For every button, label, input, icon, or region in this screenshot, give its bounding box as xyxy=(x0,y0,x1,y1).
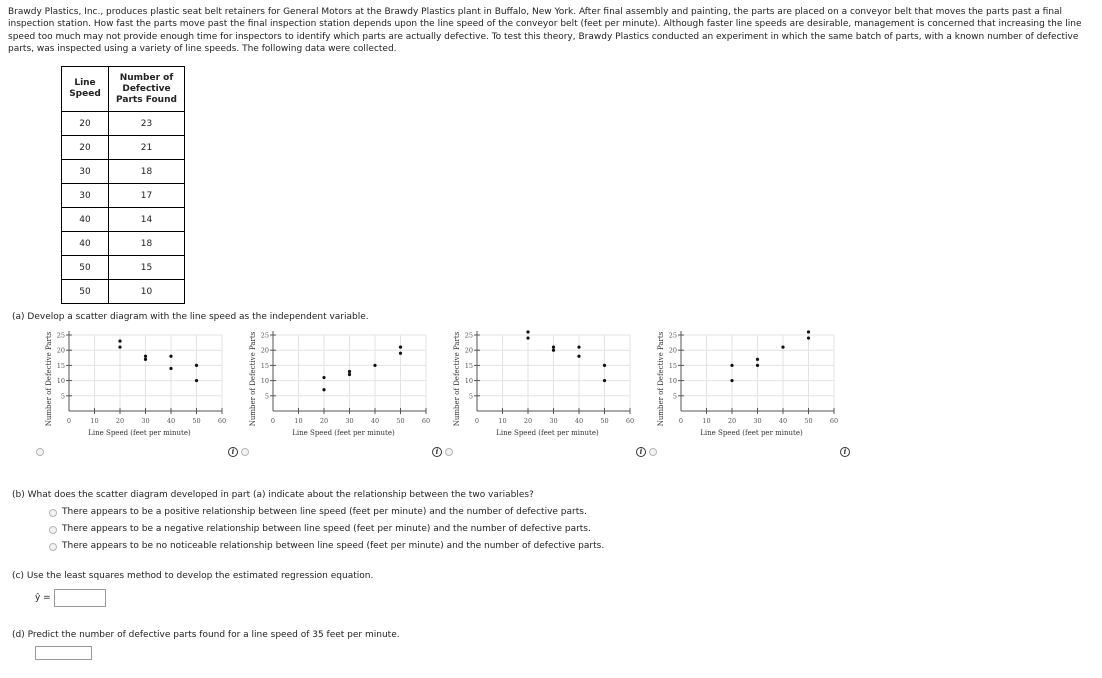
x-axis-label: Line Speed (feet per minute) xyxy=(496,429,599,437)
data-point xyxy=(526,330,529,333)
data-point xyxy=(781,346,784,349)
x-axis-label: Line Speed (feet per minute) xyxy=(292,429,395,437)
info-icon[interactable]: i xyxy=(636,447,646,457)
table-row xyxy=(62,184,185,208)
x-tick-label: 40 xyxy=(778,417,788,425)
yhat-label: ŷ = xyxy=(35,593,51,603)
x-tick-label: 10 xyxy=(702,417,711,425)
cell-speed: 50 xyxy=(62,280,109,304)
y-tick-label: 25 xyxy=(260,331,269,340)
y-tick-label: 20 xyxy=(260,346,269,355)
x-tick-label: 50 xyxy=(192,417,201,425)
header-defective-parts: Number of Defective Parts Found xyxy=(109,67,185,112)
radio-negative[interactable] xyxy=(49,526,57,534)
data-point xyxy=(399,346,402,349)
data-point xyxy=(322,376,325,379)
data-point xyxy=(756,364,759,367)
y-tick-label: 20 xyxy=(56,346,65,355)
y-tick-label: 20 xyxy=(464,346,473,355)
radio-positive[interactable] xyxy=(49,509,57,517)
x-tick-label: 10 xyxy=(294,417,303,425)
scatter-plot-option-2 xyxy=(246,327,438,455)
x-tick-label: 0 xyxy=(270,417,276,425)
scatter-svg xyxy=(450,327,642,455)
table-header-row xyxy=(62,67,185,112)
cell-defects: 21 xyxy=(109,136,185,160)
part-a-prompt: (a) Develop a scatter diagram with the line speed as the independent variable. xyxy=(12,312,369,322)
x-tick-label: 60 xyxy=(217,417,227,425)
x-tick-label: 60 xyxy=(829,417,839,425)
y-tick-label: 5 xyxy=(60,392,65,401)
table-row xyxy=(62,112,185,136)
problem-intro: Brawdy Plastics, Inc., produces plastic seat belt retainers for General Motors at the Brawdy Plastics plant in Buffalo, New York. After final assembly and painting, the parts are placed on a conveyor belt that moves the parts past a final inspection station. How fast the parts move past the final inspection station depends upon the line speed of the conveyor belt (feet per minute). Although faster line speeds are desirable, management is concerned that increasing the line speed too much may not provide enough time for inspectors to identify which parts are actually defective. To test this theory, Brawdy Plastics conducted an experiment in which the same batch of parts, with a known number of defective parts, was inspected using a variety of line speeds. The following data were collected. xyxy=(8,7,1082,55)
data-point xyxy=(552,349,555,352)
cell-defects: 18 xyxy=(109,160,185,184)
cell-speed: 20 xyxy=(62,136,109,160)
cell-speed: 30 xyxy=(62,184,109,208)
info-icon[interactable]: i xyxy=(432,447,442,457)
table-row xyxy=(62,256,185,280)
data-point xyxy=(348,373,351,376)
y-tick-label: 5 xyxy=(264,392,269,401)
data-table xyxy=(61,66,185,304)
cell-defects: 10 xyxy=(109,280,185,304)
x-tick-label: 20 xyxy=(115,417,125,425)
data-point xyxy=(348,370,351,373)
data-point xyxy=(730,364,733,367)
y-tick-label: 20 xyxy=(668,346,677,355)
cell-defects: 14 xyxy=(109,208,185,232)
y-tick-label: 5 xyxy=(468,392,473,401)
scatter-option-4-radio[interactable] xyxy=(649,448,657,456)
y-axis-label: Number of Defective Parts xyxy=(657,331,665,427)
data-point xyxy=(526,336,529,339)
x-tick-label: 60 xyxy=(421,417,431,425)
x-tick-label: 10 xyxy=(90,417,99,425)
table-row xyxy=(62,280,185,304)
y-tick-label: 10 xyxy=(260,377,269,386)
x-tick-label: 50 xyxy=(396,417,405,425)
y-tick-label: 15 xyxy=(56,361,65,370)
y-tick-label: 10 xyxy=(668,377,677,386)
part-c-prompt: (c) Use the least squares method to develop the estimated regression equation. xyxy=(12,571,374,581)
x-tick-label: 0 xyxy=(474,417,480,425)
data-point xyxy=(118,339,121,342)
data-point xyxy=(373,364,376,367)
data-point xyxy=(807,330,810,333)
option-none-label: There appears to be no noticeable relationship between line speed (feet per minute) and the number of defective parts. xyxy=(62,541,605,551)
cell-speed: 50 xyxy=(62,256,109,280)
y-axis-label: Number of Defective Parts xyxy=(453,331,461,427)
table-row xyxy=(62,232,185,256)
x-axis-label: Line Speed (feet per minute) xyxy=(88,429,191,437)
x-tick-label: 30 xyxy=(753,417,762,425)
scatter-svg xyxy=(246,327,438,455)
data-point xyxy=(322,388,325,391)
x-tick-label: 50 xyxy=(804,417,813,425)
cell-speed: 40 xyxy=(62,208,109,232)
x-tick-label: 0 xyxy=(66,417,72,425)
data-point xyxy=(756,358,759,361)
data-point xyxy=(807,336,810,339)
y-tick-label: 15 xyxy=(260,361,269,370)
prediction-input[interactable] xyxy=(35,646,92,660)
y-tick-label: 5 xyxy=(672,392,677,401)
y-tick-label: 10 xyxy=(464,377,473,386)
x-tick-label: 10 xyxy=(498,417,507,425)
scatter-option-2-radio[interactable] xyxy=(241,448,249,456)
x-tick-label: 20 xyxy=(523,417,533,425)
x-tick-label: 40 xyxy=(166,417,176,425)
x-tick-label: 60 xyxy=(625,417,635,425)
y-tick-label: 25 xyxy=(56,331,65,340)
info-icon[interactable]: i xyxy=(840,447,850,457)
scatter-option-3-radio[interactable] xyxy=(445,448,453,456)
option-negative-label: There appears to be a negative relationship between line speed (feet per minute) and the number of defective parts. xyxy=(62,524,591,534)
cell-defects: 15 xyxy=(109,256,185,280)
y-tick-label: 15 xyxy=(464,361,473,370)
x-tick-label: 40 xyxy=(574,417,584,425)
y-axis-label: Number of Defective Parts xyxy=(249,331,257,427)
x-tick-label: 20 xyxy=(319,417,329,425)
data-point xyxy=(577,355,580,358)
data-point xyxy=(118,346,121,349)
x-tick-label: 20 xyxy=(727,417,737,425)
data-point xyxy=(169,355,172,358)
scatter-plot-option-1 xyxy=(42,327,234,455)
table-row xyxy=(62,208,185,232)
cell-defects: 18 xyxy=(109,232,185,256)
y-tick-label: 25 xyxy=(464,331,473,340)
cell-speed: 20 xyxy=(62,112,109,136)
data-point xyxy=(603,379,606,382)
radio-none[interactable] xyxy=(49,543,57,551)
x-tick-label: 50 xyxy=(600,417,609,425)
y-tick-label: 25 xyxy=(668,331,677,340)
data-point xyxy=(603,364,606,367)
data-point xyxy=(144,358,147,361)
data-point xyxy=(730,379,733,382)
data-point xyxy=(552,346,555,349)
cell-defects: 17 xyxy=(109,184,185,208)
scatter-svg xyxy=(42,327,234,455)
y-tick-label: 10 xyxy=(56,377,65,386)
data-point xyxy=(144,355,147,358)
scatter-option-1-radio[interactable] xyxy=(36,448,44,456)
x-tick-label: 40 xyxy=(370,417,380,425)
scatter-plot-option-3 xyxy=(450,327,642,455)
y-axis-label: Number of Defective Parts xyxy=(45,331,53,427)
regression-equation-input[interactable] xyxy=(54,589,106,607)
x-tick-label: 30 xyxy=(345,417,354,425)
header-line-speed: Line Speed xyxy=(62,67,109,112)
y-tick-label: 15 xyxy=(668,361,677,370)
option-positive-label: There appears to be a positive relationship between line speed (feet per minute) and the number of defective parts. xyxy=(62,507,587,517)
data-point xyxy=(195,364,198,367)
info-icon[interactable]: i xyxy=(228,447,238,457)
x-tick-label: 30 xyxy=(549,417,558,425)
data-point xyxy=(577,346,580,349)
data-point xyxy=(195,379,198,382)
x-tick-label: 0 xyxy=(678,417,684,425)
table-row xyxy=(62,160,185,184)
cell-speed: 40 xyxy=(62,232,109,256)
scatter-plot-option-4 xyxy=(654,327,846,455)
data-point xyxy=(399,352,402,355)
cell-defects: 23 xyxy=(109,112,185,136)
data-point xyxy=(169,367,172,370)
scatter-svg xyxy=(654,327,846,455)
part-d-prompt: (d) Predict the number of defective parts found for a line speed of 35 feet per minute. xyxy=(12,630,400,640)
table-row xyxy=(62,136,185,160)
x-tick-label: 30 xyxy=(141,417,150,425)
cell-speed: 30 xyxy=(62,160,109,184)
part-b-prompt: (b) What does the scatter diagram developed in part (a) indicate about the relationship between the two variables? xyxy=(12,490,534,500)
x-axis-label: Line Speed (feet per minute) xyxy=(700,429,803,437)
